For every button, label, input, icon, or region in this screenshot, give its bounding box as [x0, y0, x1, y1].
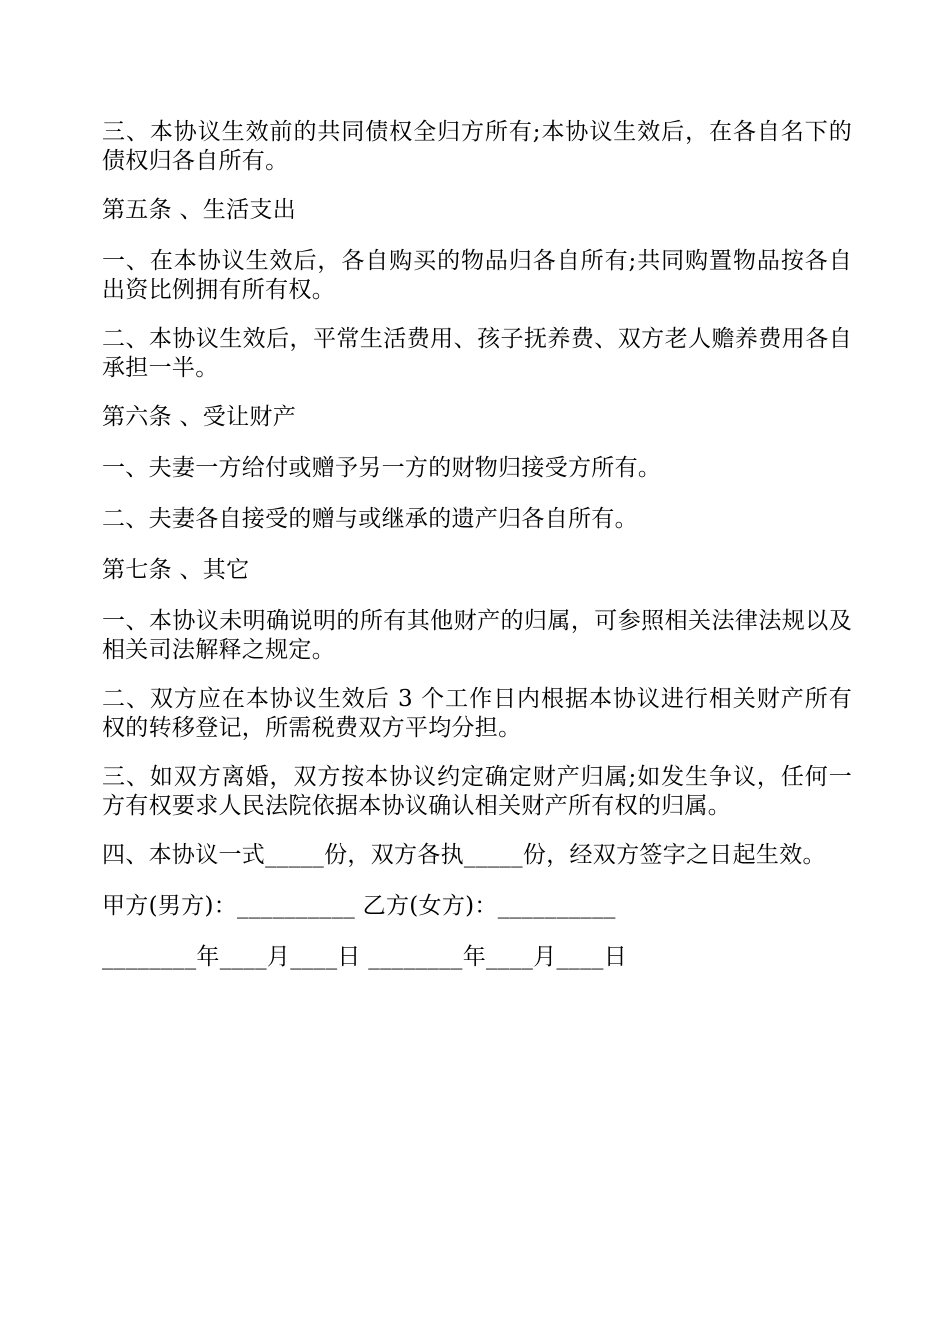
signature-line: 甲方(男方)：__________ 乙方(女方)：__________: [102, 893, 616, 919]
clause-6-1: 一、夫妻一方给付或赠予另一方的财物归接受方所有。: [102, 455, 662, 481]
clause-5-2: 二、本协议生效后，平常生活费用、孩子抚养费、双方老人赡养费用各自承担一半。: [102, 326, 852, 381]
document-page: [102, 118, 852, 994]
clause-7-1: 一、本协议未明确说明的所有其他财产的归属，可参照相关法律法规以及相关司法解释之规定。: [102, 608, 852, 663]
clause-5-1: 一、在本协议生效后，各自购买的物品归各自所有;共同购置物品按各自出资比例拥有所有权。: [102, 248, 852, 303]
article-7-title: 第七条 、其它: [102, 557, 250, 583]
clause-7-3: 三、如双方离婚，双方按本协议约定确定财产归属;如发生争议，任何一方有权要求人民法院依据本协议确认相关财产所有权的归属。: [102, 764, 852, 819]
date-line: ________年____月____日 ________年____月____日: [102, 944, 628, 970]
article-6-title: 第六条 、受让财产: [102, 404, 297, 430]
clause-7-2: 二、双方应在本协议生效后 3 个工作日内根据本协议进行相关财产所有权的转移登记，所需税费双方平均分担。: [102, 686, 852, 741]
clause-7-4: 四、本协议一式_____份，双方各执_____份，经双方签字之日起生效。: [102, 842, 826, 868]
article-5-title: 第五条 、生活支出: [102, 197, 297, 223]
clause-6-2: 二、夫妻各自接受的赠与或继承的遗产归各自所有。: [102, 506, 638, 532]
clause-4-3: 三、本协议生效前的共同债权全归方所有;本协议生效后，在各自名下的债权归各自所有。: [102, 119, 852, 174]
